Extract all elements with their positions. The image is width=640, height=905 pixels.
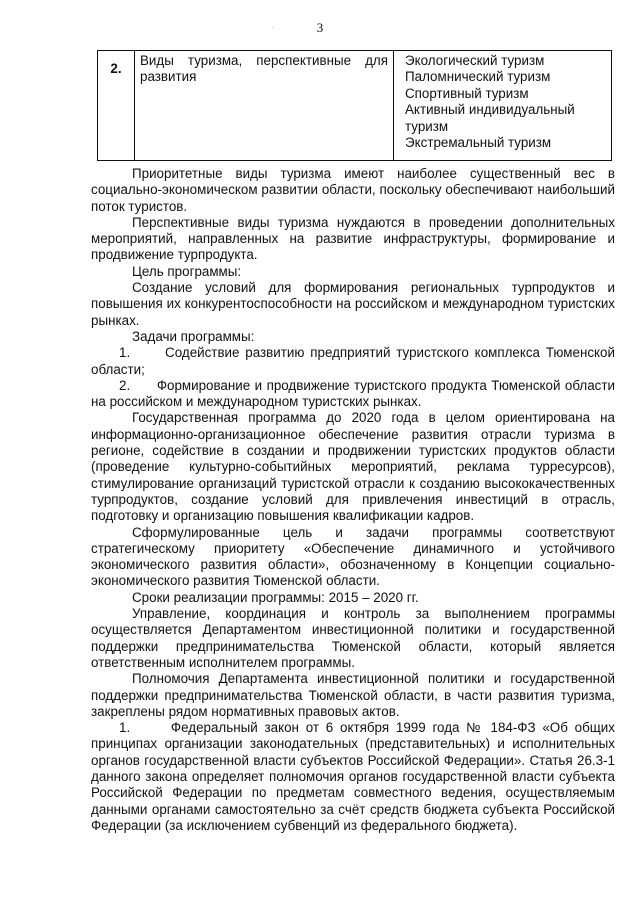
list-item: Паломнический туризм [405,69,551,85]
list-item: Экологический туризм [405,53,545,68]
task-item-2: 2. Формирование и продвижение туристского продукта Тюменской области на российском и международном туристских рынках. [91,377,619,410]
scan-speck: · [272,25,274,31]
row-title-cell: Виды туризма, перспективные для развития [135,51,394,161]
paragraph-management: Управление, координация и контроль за выполнением программы осуществляется Департаментом инвестиционной политики и государственной поддержки предпринимательства Тюменской области, который является ответственным исполнителем программы. [91,606,615,670]
paragraph-state-program: Государственная программа до 2020 года в целом ориентирована на информационно-организационное обеспечение развития отрасли туризма в регионе, содействие в создании и продвижении туристских продуктов области (проведение культурно-событийных мероприятий, реклама турресурсов), стимулирование организаций туристской отрасли к созданию высококачественных турпродуктов, создание условий для привлечения инвестиций в отрасль, подготовку и организацию повышения квалификации кадров. [91,410,615,524]
table-row [98,51,612,161]
law-item-1: 1. Федеральный закон от 6 октября 1999 года № 184-ФЗ «Об общих принципах организации законодательных (представительных) и исполнительных органов государственной власти субъектов Российской Федерации». Статья 26.3-1 данного закона определяет полномочия органов государственной власти субъекта Российской Федерации по предметам совместного ведения, осуществляемым данными органами самостоятельно за счёт средств бюджета субъекта Российской Федерации (за исключением субвенций из федерального бюджета). [91,720,619,833]
row-number-cell: 2. [98,51,135,161]
list-item: Активный индивидуальный туризм [405,102,575,134]
paragraph-goals-correspond: Сформулированные цель и задачи программы соответствуют стратегическому приоритету «Обеспечение динамичного и устойчивого экономического развития области», обозначенному в Концепции социально-экономического развития Тюменской области. [91,524,615,589]
heading-program-goal: Цель программы: [132,263,242,279]
tourism-list-cell [394,51,612,161]
list-item: Экстремальный туризм [405,135,552,151]
paragraph-department-powers: Полномочия Департамента инвестиционной политики и государственной поддержки предпринимательства Тюменской области, в части развития туризма, закреплены рядом нормативных правовых актов. [91,671,615,719]
tourism-types-table [97,50,612,161]
paragraph-priority-types: Приоритетные виды туризма имеют наиболее существенный вес в социально-экономическом развитии области, поскольку обеспечивают наибольший поток туристов. [91,166,615,214]
page-number: 3 [316,20,324,35]
paragraph-program-goal: Создание условий для формирования региональных турпродуктов и повышения их конкурентоспособности на российском и международном туристских рынках. [91,280,615,328]
list-item: Спортивный туризм [405,85,529,101]
heading-program-tasks: Задачи программы: [132,328,255,344]
paragraph-program-terms: Сроки реализации программы: 2015 – 2020 гг. [132,589,419,605]
tourism-types-list [405,53,606,151]
paragraph-perspective-types: Перспективные виды туризма нуждаются в проведении дополнительных мероприятий, направленных на развитие инфраструктуры, формирование и продвижение турпродукта. [91,214,615,263]
body-text [91,166,619,834]
task-item-1: 1. Содействие развитию предприятий туристского комплекса Тюменской области; [91,345,619,377]
